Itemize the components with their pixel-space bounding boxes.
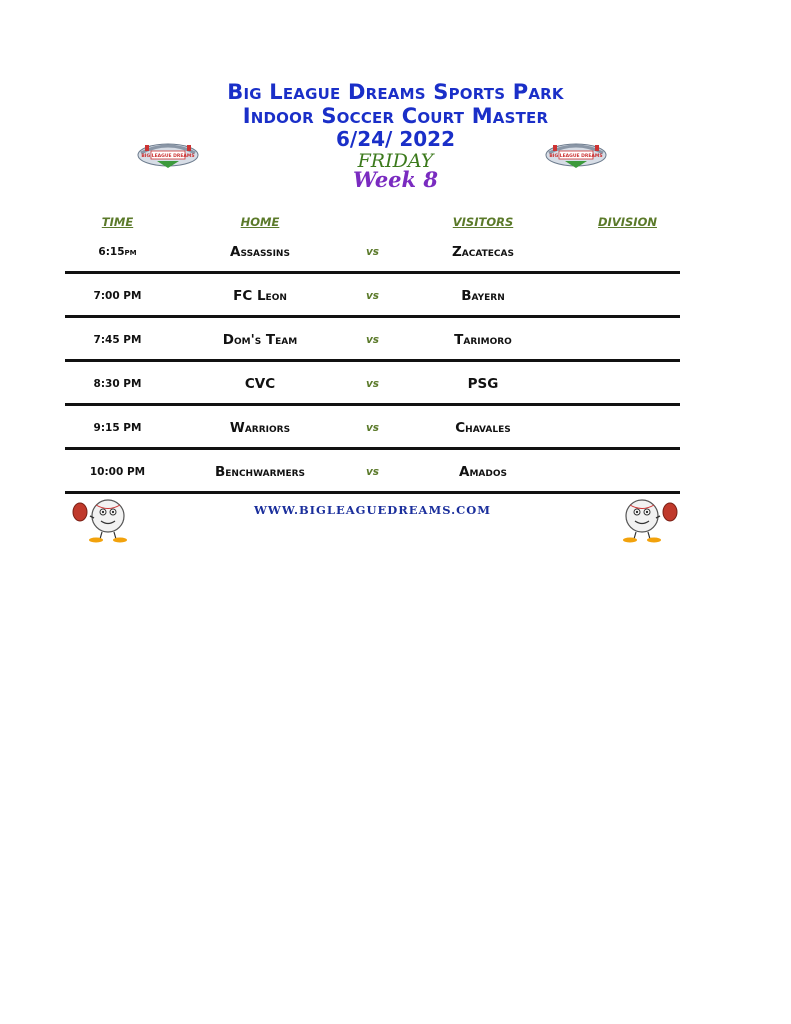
schedule-day: FRIDAY — [357, 150, 434, 172]
vs-label: vs — [365, 246, 380, 258]
column-header-division: DIVISION — [598, 215, 657, 229]
logo-text: BIG LEAGUE DREAMS — [549, 154, 603, 159]
visitor-team: Zacatecas — [452, 244, 514, 260]
game-row — [65, 362, 680, 406]
baseball-mascot-icon-left — [68, 496, 138, 544]
schedule-date: 6/24/ 2022 — [336, 127, 455, 151]
visitor-team: Chavales — [455, 420, 511, 436]
game-row — [65, 318, 680, 362]
visitor-team: PSG — [467, 376, 499, 392]
game-time: 6:15pm — [98, 246, 137, 258]
game-row — [65, 274, 680, 318]
schedule-header — [0, 80, 791, 190]
home-team: FC Leon — [233, 288, 287, 304]
game-row — [65, 230, 680, 274]
game-time: 9:15 PM — [93, 422, 142, 434]
big-league-dreams-logo-right — [545, 137, 607, 169]
game-time: 7:45 PM — [93, 334, 142, 346]
column-header-visitors: VISITORS — [452, 215, 514, 229]
vs-label: vs — [365, 466, 380, 478]
vs-label: vs — [365, 422, 380, 434]
home-team: Warriors — [229, 420, 291, 436]
game-row — [65, 450, 680, 494]
court-title: Indoor Soccer Court Master — [242, 104, 549, 128]
visitor-team: Tarimoro — [454, 332, 512, 348]
logo-text: BIG LEAGUE DREAMS — [141, 154, 195, 159]
vs-label: vs — [365, 334, 380, 346]
game-time: 8:30 PM — [93, 378, 142, 390]
home-team: Benchwarmers — [214, 464, 306, 480]
park-title: Big League Dreams Sports Park — [227, 80, 564, 104]
baseball-mascot-icon-right — [612, 496, 682, 544]
visitor-team: Bayern — [461, 288, 505, 304]
visitor-team: Amados — [459, 464, 507, 480]
vs-label: vs — [365, 378, 380, 390]
game-row — [65, 406, 680, 450]
row-divider — [65, 491, 680, 494]
home-team: CVC — [244, 376, 276, 392]
column-header-home: HOME — [240, 215, 280, 229]
game-time: 10:00 PM — [89, 466, 146, 478]
column-header-time: TIME — [101, 215, 134, 229]
schedule-week: Week 8 — [352, 167, 439, 192]
vs-label: vs — [365, 290, 380, 302]
big-league-dreams-logo-left — [137, 137, 199, 169]
home-team: Assassins — [230, 244, 290, 260]
game-time: 7:00 PM — [93, 290, 142, 302]
website-link[interactable]: WWW.BIGLEAGUEDREAMS.COM — [253, 503, 491, 517]
home-team: Dom's Team — [222, 332, 298, 348]
